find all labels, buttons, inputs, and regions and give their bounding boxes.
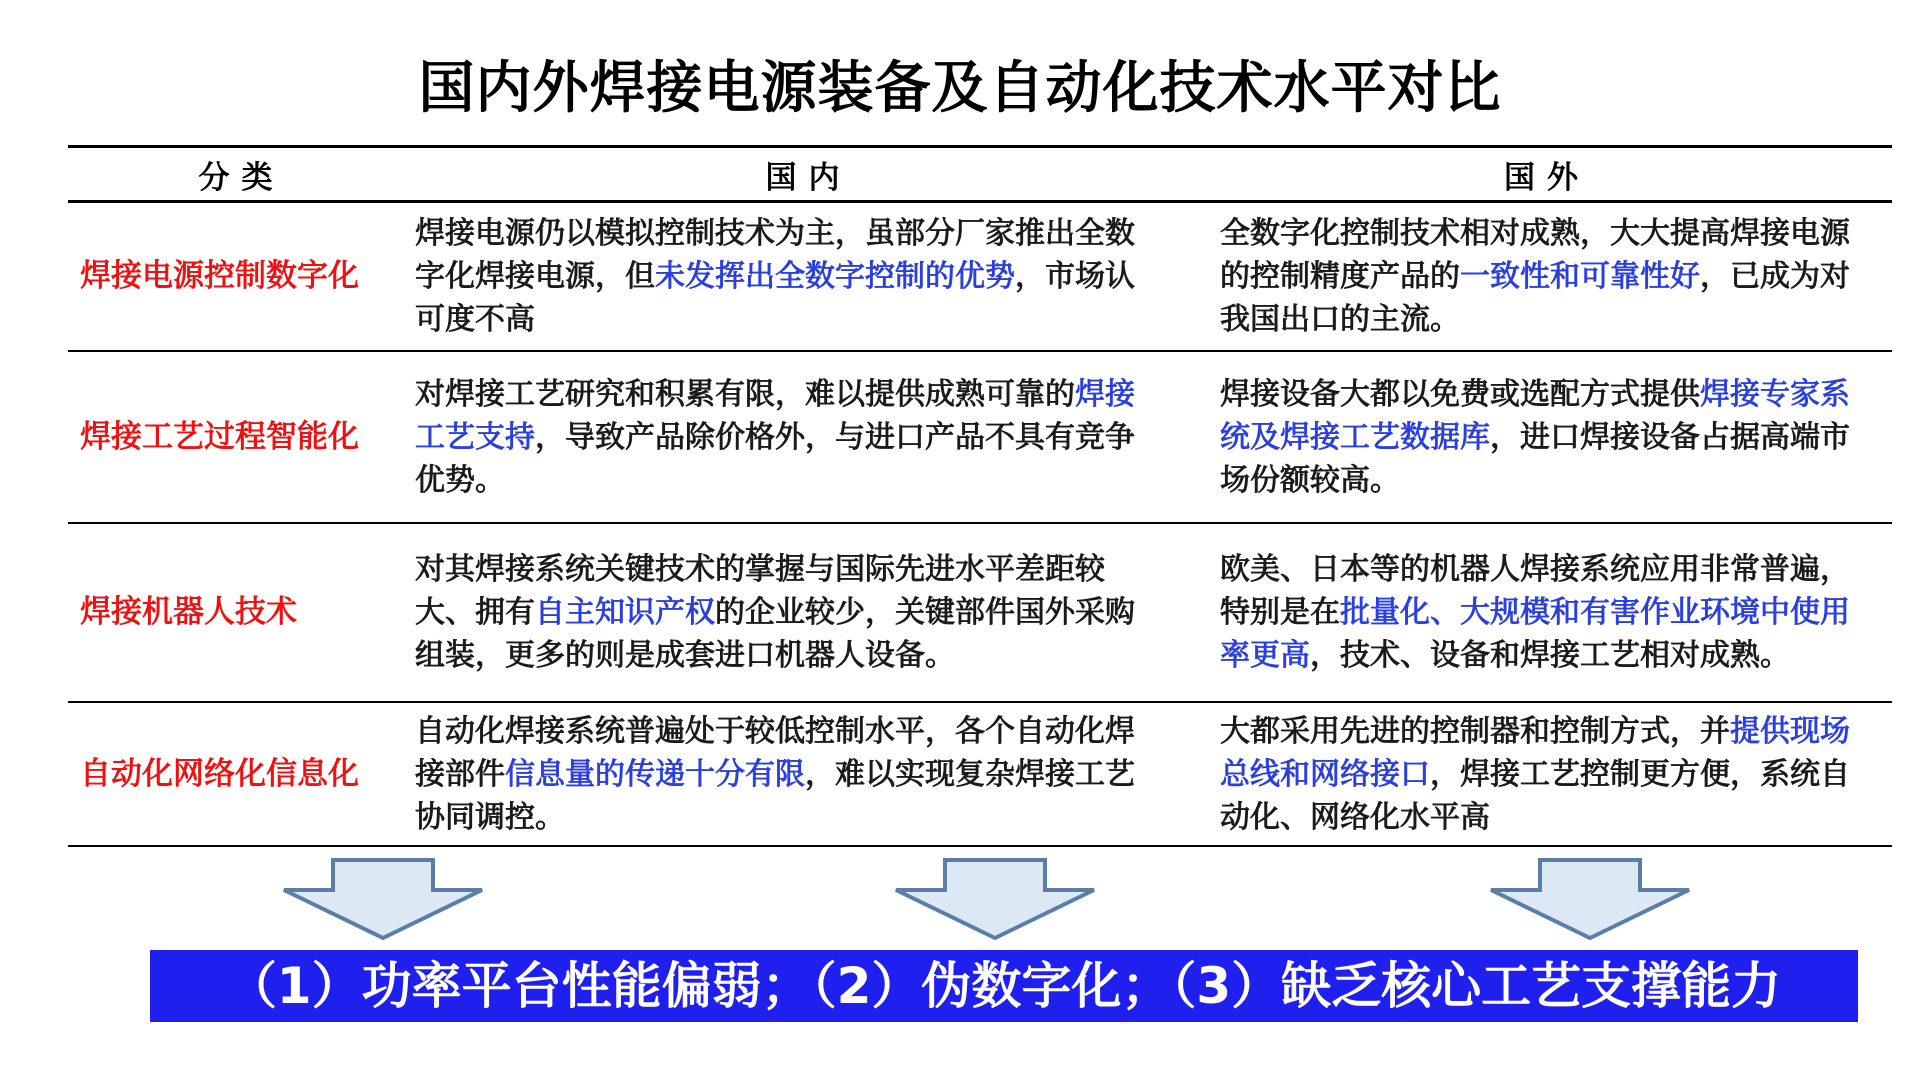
highlight-text: 批量化、大规模和有害作业环境中使用率更高 bbox=[1220, 595, 1850, 673]
header-foreign: 国外 bbox=[1202, 147, 1892, 202]
domestic-cell bbox=[415, 523, 1202, 702]
highlight-text: 信息量的传递十分有限 bbox=[505, 756, 805, 792]
foreign-cell bbox=[1202, 702, 1892, 846]
cell-text: ，已成为对我国出口的主流。 bbox=[1220, 259, 1850, 337]
category-cell: 焊接电源控制数字化 bbox=[68, 202, 415, 352]
highlight-text: 自主知识产权 bbox=[535, 595, 715, 630]
highlight-text: 一致性和可靠性好 bbox=[1460, 259, 1700, 294]
down-arrow-icon bbox=[278, 858, 488, 940]
page-title: 国内外焊接电源装备及自动化技术水平对比 bbox=[418, 56, 1502, 121]
cell-text: 的企业较少，关键部件国外采购组装，更多的则是成套进口机器人设备。 bbox=[415, 595, 1135, 673]
domestic-cell bbox=[415, 702, 1202, 846]
cell-text: 对焊接工艺研究和积累有限，难以提供成熟可靠的 bbox=[415, 376, 1075, 412]
cell-text: ，技术、设备和焊接工艺相对成熟。 bbox=[1310, 638, 1790, 673]
table-row bbox=[68, 351, 1892, 523]
foreign-cell bbox=[1202, 202, 1892, 352]
header-category: 分类 bbox=[68, 147, 415, 202]
cell-text: ，导致产品除价格外，与进口产品不具有竞争优势。 bbox=[415, 419, 1135, 498]
down-arrow-icon bbox=[1485, 858, 1695, 940]
cell-text: 自动化焊接系统普遍处于较低控制水平，各个自动化焊接部件 bbox=[415, 713, 1135, 792]
cell-text: 大都采用先进的控制器和控制方式，并 bbox=[1220, 713, 1730, 749]
category-cell: 焊接机器人技术 bbox=[68, 523, 415, 702]
cell-text: ，难以实现复杂焊接工艺协同调控。 bbox=[415, 756, 1135, 835]
highlight-text: 未发挥出全数字控制的优势 bbox=[655, 259, 1015, 294]
highlight-text: 焊接专家系统及焊接工艺数据库 bbox=[1220, 376, 1850, 455]
cell-text: 焊接设备大都以免费或选配方式提供 bbox=[1220, 376, 1700, 412]
foreign-cell bbox=[1202, 351, 1892, 523]
category-cell: 焊接工艺过程智能化 bbox=[68, 351, 415, 523]
cell-text: 焊接电源仍以模拟控制技术为主，虽部分厂家推出全数字化焊接电源，但 bbox=[415, 216, 1135, 294]
table-header-row bbox=[68, 147, 1892, 202]
table-row bbox=[68, 523, 1892, 702]
cell-text: 全数字化控制技术相对成熟，大大提高焊接电源的控制精度产品的 bbox=[1220, 216, 1850, 294]
header-domestic: 国内 bbox=[415, 147, 1202, 202]
domestic-cell bbox=[415, 202, 1202, 352]
conclusion-banner: （1）功率平台性能偏弱；（2）伪数字化；（3）缺乏核心工艺支撑能力 bbox=[150, 950, 1858, 1022]
cell-text: ，市场认可度不高 bbox=[415, 259, 1135, 337]
cell-text: ，进口焊接设备占据高端市场份额较高。 bbox=[1220, 419, 1850, 498]
table-row bbox=[68, 202, 1892, 352]
cell-text: 对其焊接系统关键技术的掌握与国际先进水平差距较大、拥有 bbox=[415, 552, 1105, 630]
highlight-text: 提供现场总线和网络接口 bbox=[1220, 713, 1850, 792]
table-row bbox=[68, 702, 1892, 846]
down-arrow-icon bbox=[890, 858, 1100, 940]
domestic-cell bbox=[415, 351, 1202, 523]
foreign-cell bbox=[1202, 523, 1892, 702]
category-cell: 自动化网络化信息化 bbox=[68, 702, 415, 846]
comparison-table bbox=[68, 145, 1892, 847]
cell-text: 欧美、日本等的机器人焊接系统应用非常普遍，特别是在 bbox=[1220, 552, 1850, 630]
highlight-text: 焊接工艺支持 bbox=[415, 376, 1135, 455]
cell-text: ，焊接工艺控制更方便，系统自动化、网络化水平高 bbox=[1220, 756, 1850, 835]
